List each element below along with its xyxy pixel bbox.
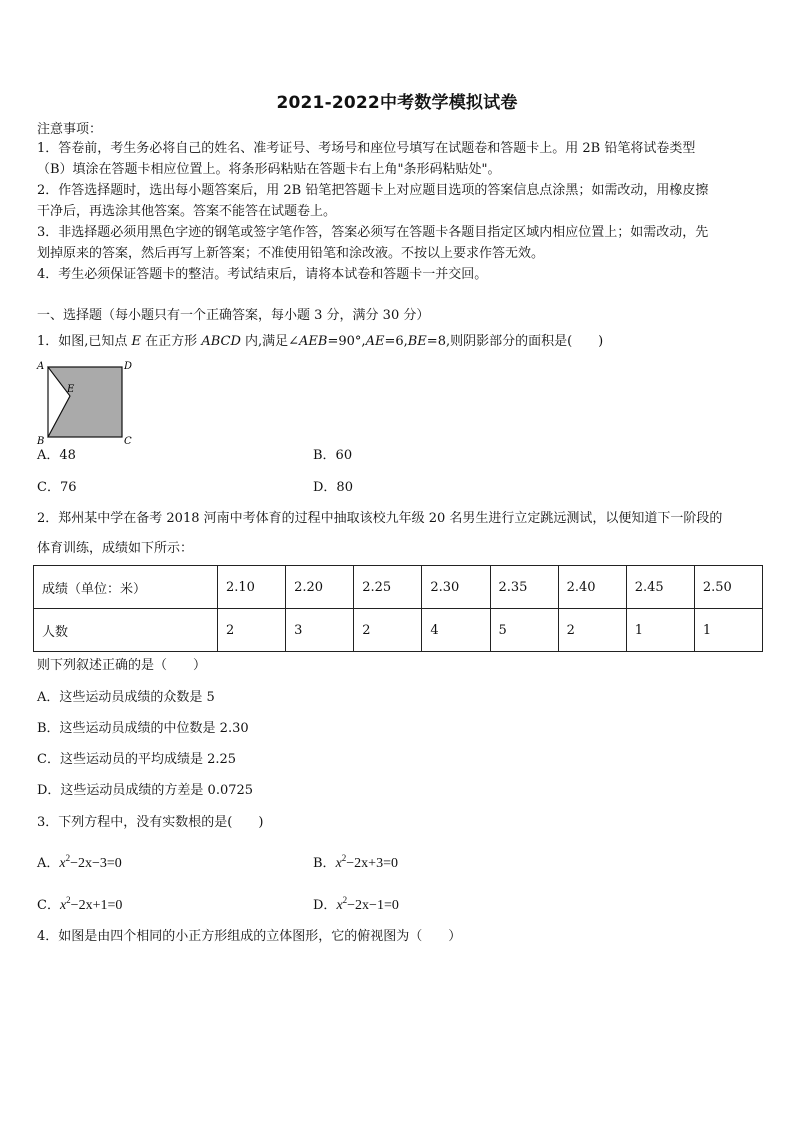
notice-line: 干净后，再选涂其他答案。答案不能答在试题卷上。 bbox=[37, 204, 337, 219]
label-a: A bbox=[37, 361, 45, 372]
table-cell: 2.30 bbox=[422, 566, 490, 609]
table-row bbox=[34, 566, 763, 609]
q2-option-a[interactable]: A．这些运动员成绩的众数是 5 bbox=[37, 690, 215, 705]
notice-line: 1．答卷前，考生务必将自己的姓名、准考证号、考场号和座位号填写在试题卷和答题卡上。用 2B 铅笔将试卷类型 bbox=[37, 141, 696, 156]
table-cell: 2.50 bbox=[694, 566, 762, 609]
q2-option-b[interactable]: B．这些运动员成绩的中位数是 2.30 bbox=[37, 721, 249, 736]
score-table bbox=[33, 565, 763, 652]
question-4-stem: 4．如图是由四个相同的小正方形组成的立体图形，它的俯视图为（ ） bbox=[37, 929, 462, 944]
q2-option-d[interactable]: D．这些运动员成绩的方差是 0.0725 bbox=[37, 783, 254, 798]
notice-line: 3．非选择题必须用黑色字迹的钢笔或签字笔作答，答案必须写在答题卡各题目指定区域内相应位置上；如需改动，先 bbox=[37, 225, 709, 240]
label-b: B bbox=[37, 436, 45, 447]
question-3-stem: 3．下列方程中，没有实数根的是( ) bbox=[37, 815, 264, 830]
table-cell: 2 bbox=[558, 609, 626, 652]
question-2-stem: 2．郑州某中学在备考 2018 河南中考体育的过程中抽取该校九年级 20 名男生进行立定跳远测试，以便知道下一阶段的 bbox=[37, 511, 723, 526]
q1-option-b[interactable]: B．60 bbox=[313, 448, 353, 463]
table-cell: 2.35 bbox=[490, 566, 558, 609]
q3-option-d[interactable]: D．$x^2-2x-1=0$ bbox=[313, 895, 399, 913]
notice-line: 4．考生必须保证答题卡的整洁。考试结束后，请将本试卷和答题卡一并交回。 bbox=[37, 267, 488, 282]
table-cell: 5 bbox=[490, 609, 558, 652]
table-cell: 2.25 bbox=[354, 566, 422, 609]
section-heading: 一、选择题（每小题只有一个正确答案，每小题 3 分，满分 30 分） bbox=[37, 308, 430, 323]
q1-option-a[interactable]: A．48 bbox=[37, 448, 76, 463]
table-header-cell: 成绩（单位：米） bbox=[34, 566, 218, 609]
q1-option-d[interactable]: D．80 bbox=[313, 480, 353, 495]
table-row bbox=[34, 609, 763, 652]
table-cell: 4 bbox=[422, 609, 490, 652]
question-1-stem: 1．如图,已知点 E 在正方形 ABCD 内,满足∠AEB=90°,AE=6,BE=8,则阴影部分的面积是( ) bbox=[37, 334, 604, 349]
q1-option-c[interactable]: C．76 bbox=[37, 480, 77, 495]
shaded-region bbox=[48, 367, 122, 437]
q3-option-c[interactable]: C．$x^2-2x+1=0$ bbox=[37, 895, 123, 913]
q3-option-a[interactable]: A．$x^2-2x-3=0$ bbox=[37, 853, 122, 871]
table-cell: 1 bbox=[694, 609, 762, 652]
table-header-cell: 人数 bbox=[34, 609, 218, 652]
table-cell: 2.10 bbox=[218, 566, 286, 609]
table-cell: 1 bbox=[626, 609, 694, 652]
question-2-prompt: 则下列叙述正确的是（ ） bbox=[37, 658, 207, 673]
label-c: C bbox=[124, 436, 132, 447]
table-cell: 2.40 bbox=[558, 566, 626, 609]
label-d: D bbox=[124, 361, 133, 372]
notice-line: 划掉原来的答案，然后再写上新答案；不准使用铅笔和涂改液。不按以上要求作答无效。 bbox=[37, 246, 545, 261]
table-cell: 2 bbox=[354, 609, 422, 652]
table-cell: 2.20 bbox=[286, 566, 354, 609]
notice-line: 2．作答选择题时，选出每小题答案后，用 2B 铅笔把答题卡上对应题目选项的答案信息点涂黑；如需改动，用橡皮擦 bbox=[37, 183, 709, 198]
table-cell: 3 bbox=[286, 609, 354, 652]
q3-option-b[interactable]: B．$x^2-2x+3=0$ bbox=[313, 853, 398, 871]
notice-line: （B）填涂在答题卡相应位置上。将条形码粘贴在答题卡右上角"条形码粘贴处"。 bbox=[37, 162, 501, 177]
table-cell: 2 bbox=[218, 609, 286, 652]
q2-option-c[interactable]: C．这些运动员的平均成绩是 2.25 bbox=[37, 752, 237, 767]
square-figure bbox=[35, 358, 133, 447]
question-2-stem-cont: 体育训练，成绩如下所示： bbox=[37, 541, 194, 556]
label-e: E bbox=[67, 384, 75, 395]
notice-heading: 注意事项： bbox=[37, 122, 103, 137]
table-cell: 2.45 bbox=[626, 566, 694, 609]
page-title: 2021-2022中考数学模拟试卷 bbox=[276, 93, 518, 113]
